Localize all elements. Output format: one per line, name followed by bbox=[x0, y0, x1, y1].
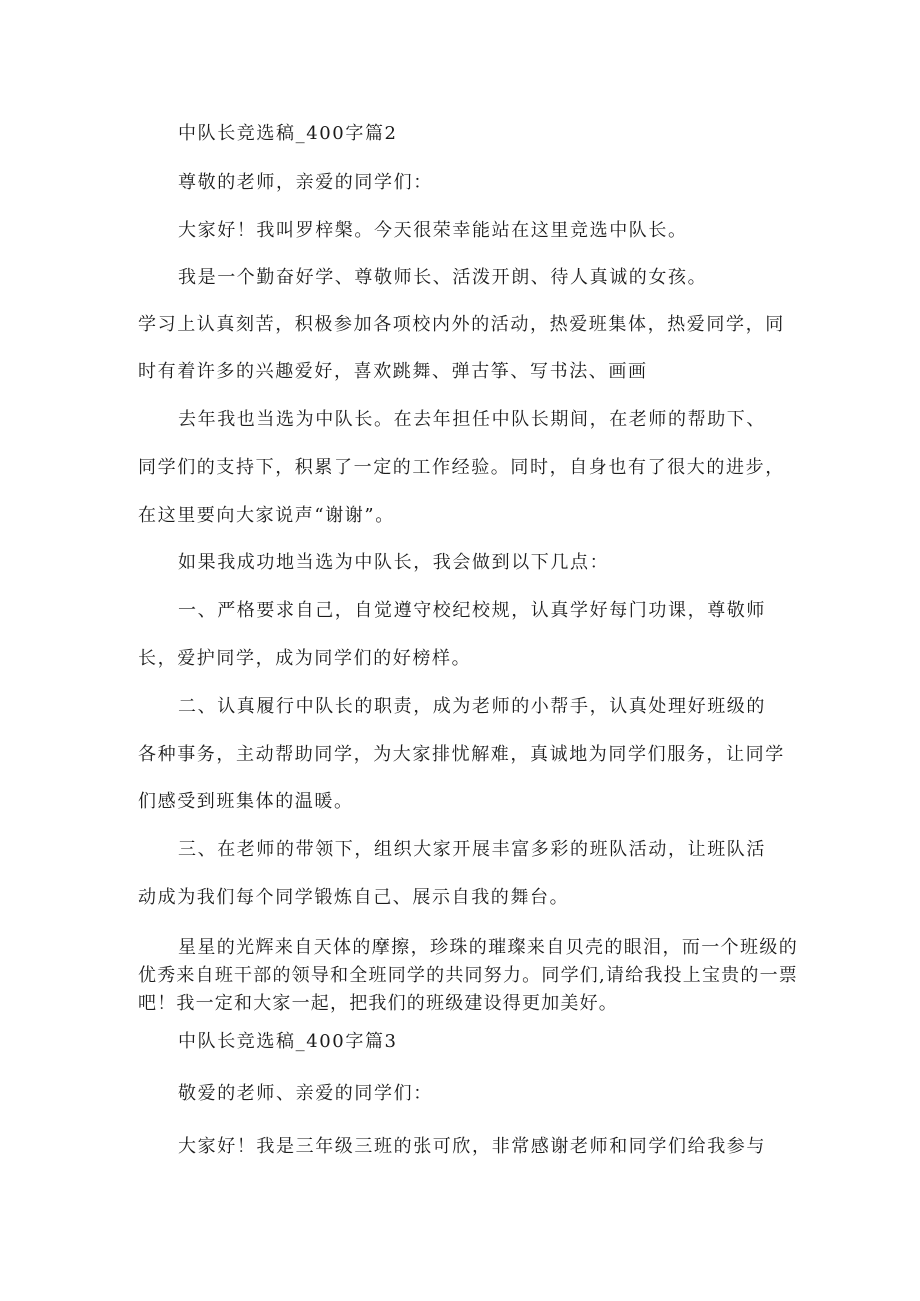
salutation-part-2: 尊敬的老师，亲爱的同学们： bbox=[178, 172, 433, 193]
paragraph-greeting-part-3: 大家好！我是三年级三班的张可欣，非常感谢老师和同学们给我参与 bbox=[178, 1136, 766, 1157]
paragraph-point-three-line: 三、在老师的带领下，组织大家开展丰富多彩的班队活动，让班队活 bbox=[178, 839, 766, 860]
paragraph-experience-line: 去年我也当选为中队长。在去年担任中队长期间，在老师的帮助下、 bbox=[178, 409, 766, 430]
paragraph-greeting: 大家好！我叫罗梓槃。今天很荣幸能站在这里竞选中队长。 bbox=[178, 220, 688, 241]
paragraph-point-two-line: 各种事务，主动帮助同学，为大家排忧解难，真诚地为同学们服务，让同学 bbox=[138, 744, 785, 765]
paragraph-experience-line: 在这里要向大家说声“谢谢”。 bbox=[138, 505, 395, 526]
salutation-part-3: 敬爱的老师、亲爱的同学们： bbox=[178, 1083, 433, 1104]
heading-part-3: 中队长竞选稿_400字篇3 bbox=[178, 1031, 398, 1052]
paragraph-intro-line: 我是一个勤奋好学、尊敬师长、活泼开朗、待人真诚的女孩。 bbox=[178, 267, 708, 288]
paragraph-point-two-line: 们感受到班集体的温暖。 bbox=[138, 791, 354, 812]
paragraph-point-one-line: 长，爱护同学，成为同学们的好榜样。 bbox=[138, 648, 472, 669]
paragraph-point-two-line: 二、认真履行中队长的职责，成为老师的小帮手，认真处理好班级的 bbox=[178, 696, 766, 717]
paragraph-intro-line: 时有着许多的兴趣爱好，喜欢跳舞、弹古筝、写书法、画画 bbox=[138, 361, 648, 382]
paragraph-closing: 星星的光辉来自天体的摩擦，珍珠的璀璨来自贝壳的眼泪，而一个班级的优秀来自班干部的领导和全班同学的共同努力。同学们,请给我投上宝贵的一票吧！我一定和大家一起，把我们的班级建设得更加美好。 bbox=[138, 937, 798, 1014]
paragraph-point-one-line: 一、严格要求自己，自觉遵守校纪校规，认真学好每门功课，尊敬师 bbox=[178, 600, 766, 621]
paragraph-point-three-line: 动成为我们每个同学锻炼自己、展示自我的舞台。 bbox=[138, 887, 570, 908]
paragraph-experience-line: 同学们的支持下，积累了一定的工作经验。同时，自身也有了很大的进步， bbox=[138, 457, 785, 478]
paragraph-promise-intro: 如果我成功地当选为中队长，我会做到以下几点： bbox=[178, 552, 610, 573]
heading-part-2: 中队长竞选稿_400字篇2 bbox=[178, 123, 398, 144]
paragraph-intro-line: 学习上认真刻苦，积极参加各项校内外的活动，热爱班集体，热爱同学，同 bbox=[138, 314, 785, 335]
